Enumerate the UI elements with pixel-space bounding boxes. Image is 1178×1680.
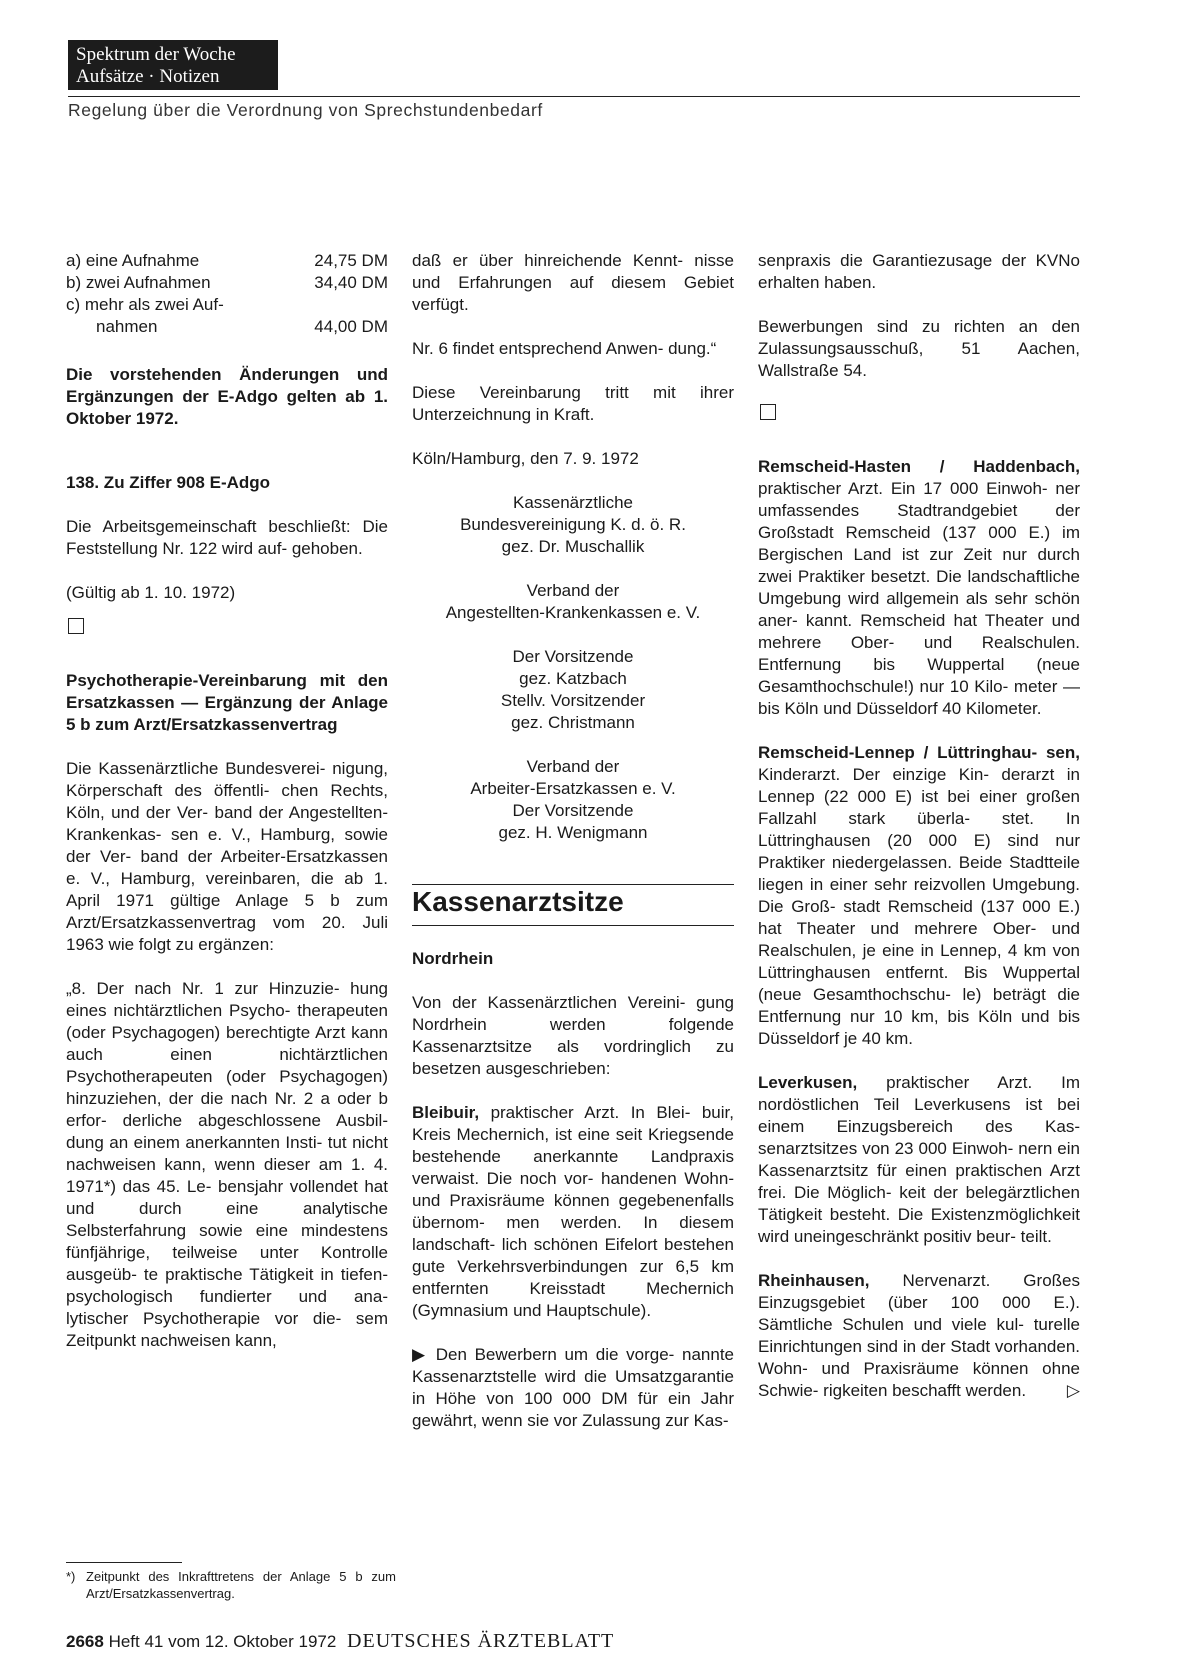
listing-place: Rheinhausen, <box>758 1271 870 1290</box>
footnote-text: Zeitpunkt des Inkrafttretens der Anlage 5 b zum Arzt/Ersatzkassenvertrag. <box>86 1569 396 1601</box>
listing <box>758 1270 1080 1402</box>
validity-note: (Gültig ab 1. 10. 1972) <box>66 583 236 602</box>
item-text: Die Arbeitsgemeinschaft beschließt: Die Feststellung Nr. 122 wird auf- gehoben. <box>66 517 388 558</box>
signature-block <box>412 756 734 844</box>
fee-row <box>66 316 388 338</box>
column-2 <box>412 250 734 1454</box>
signature-line: Verband der <box>526 757 620 776</box>
listing-text: praktischer Arzt. Im nordöstlichen Teil Leverkusens ist bei einem Einzugsbereich des Kas- senarztsitzes von 23 000 Einwoh- nern ein Kassenarztsitz für einen praktischen Arzt frei. Die Möglich- keit der belegärztlichen Tätigkeit besteht. Die Existenzmöglichkeit wird uneingeschränkt positiv beur- teilt. <box>758 1073 1080 1246</box>
listing-text: praktischer Arzt. Ein 17 000 Einwoh- ner umfassendes Stadtrandgebiet der Großstadt Remscheid (137 000 E.) im Bergischen Land ist zur Zeit nur durch zwei Praktiker besetzt. Die landschaftliche Umgebung wird allgemein als sehr schön aner- kannt. Remscheid hat Theater und mehrere Ober- und Realschulen. Entfernung bis Wuppertal (neue Gesamthochschule!) nur 10 Kilo- meter — bis Köln und Düsseldorf 40 Kilometer. <box>758 479 1080 718</box>
article-paragraph: daß er über hinreichende Kennt- nisse und Erfahrungen auf diesem Gebiet verfügt. <box>412 251 734 314</box>
listing-text: Nervenarzt. Großes Einzugsgebiet (über 100 000 E.). Sämtliche Schulen und viele kul- turelle Einrichtungen sind in der Stadt vorhanden. Wohn- und Praxisräume können ohne Schwie- rigkeiten beschafft werden. <box>758 1271 1080 1400</box>
section-label-line1: Spektrum der Woche <box>76 44 236 65</box>
guarantee-note <box>412 1344 734 1432</box>
footnote <box>66 1568 396 1602</box>
page-number: 2668 <box>66 1632 104 1651</box>
signature-line: Verband der <box>526 581 620 600</box>
fee-amount: 44,00 DM <box>314 317 388 336</box>
listing-place: Bleibuir, <box>412 1103 480 1122</box>
signature-line: Der Vorsitzende <box>512 647 634 666</box>
signature-block <box>412 646 734 734</box>
listing-text: Kinderarzt. Der einzige Kin- derarzt in Lennep (22 000 E) ist bei einer großen Fallzahl stark überla- stet. In Lüttringhausen (20 000 E) sind nur Praktiker niedergelassen. Beide Stadtteile liegen in einer sehr reizvollen Umgebung. Die Groß- stadt Remscheid (137 000 E.) hat Theater und mehrere Ober- und Realschulen, je eine in Lennep, 4 km von Lüttringhausen entfernt. Bis Wuppertal (neue Gesamthochschu- le) beträgt die Entfernung nur 10 km, bis Köln und bis Düsseldorf je 40 km. <box>758 765 1080 1048</box>
section-rule-bottom <box>412 925 734 926</box>
listing <box>412 1102 734 1322</box>
listing <box>758 1072 1080 1248</box>
end-marker-box <box>68 618 84 634</box>
signature-line: gez. Dr. Muschallik <box>501 537 645 556</box>
column-1 <box>66 250 388 1374</box>
fee-amount: 34,40 DM <box>314 273 388 292</box>
region-heading: Nordrhein <box>412 949 494 968</box>
fee-label: a) eine Aufnahme <box>66 251 200 270</box>
listing-place: Leverkusen, <box>758 1073 858 1092</box>
fee-row <box>66 250 388 272</box>
listing-text: praktischer Arzt. In Blei- buir, Kreis Mechernich, ist eine seit Kriegsende bestehende anerkannte Landpraxis verwaist. Die noch vor- handenen Wohn- und Praxisräume können gegebenenfalls übernom- men werden. In diesem landschaft- lich schönen Eifelort bestehen gute Verkehrsverbindungen zur 6,5 km entfernten Kreisstadt Mechernich (Gymnasium und Hauptschule). <box>412 1103 734 1320</box>
signature-block <box>412 580 734 624</box>
fee-label: c) mehr als zwei Auf- <box>66 295 224 314</box>
fee-row <box>66 272 388 294</box>
amendment-note: Die vorstehenden Änderungen und Ergänzungen der E-Adgo gelten ab 1. Oktober 1972. <box>66 365 388 428</box>
article-paragraph: Bewerbungen sind zu richten an den Zulassungsausschuß, 51 Aachen, Wallstraße 54. <box>758 317 1080 380</box>
listing <box>758 456 1080 720</box>
section-label-line2: Aufsätze · Notizen <box>76 66 220 87</box>
continue-arrow-icon: ▷ <box>1066 1381 1080 1400</box>
fee-row <box>66 294 388 316</box>
footnote-mark: *) <box>66 1569 76 1584</box>
article-paragraph: Von der Kassenärztlichen Vereini- gung Nordrhein werden folgende Kassenarztsitze als vordringlich zu besetzen ausgeschrieben: <box>412 993 734 1078</box>
fee-label: nahmen <box>96 317 158 336</box>
item-heading: 138. Zu Ziffer 908 E-Adgo <box>66 473 271 492</box>
fee-amount <box>285 294 388 316</box>
signature-block <box>412 492 734 558</box>
page-subtitle: Regelung über die Verordnung von Sprechstundenbedarf <box>68 100 543 120</box>
signature-line: Kassenärztliche <box>512 493 633 512</box>
issue-info: Heft 41 vom 12. Oktober 1972 <box>108 1632 337 1651</box>
date-line: Köln/Hamburg, den 7. 9. 1972 <box>412 449 639 468</box>
article-paragraph: Nr. 6 findet entsprechend Anwen- dung.“ <box>412 339 717 358</box>
article-heading: Psychotherapie-Vereinbarung mit den Ersatzkassen — Ergänzung der Anlage 5 b zum Arzt/Ersatzkassenvertrag <box>66 671 388 734</box>
signature-line: Arbeiter-Ersatzkassen e. V. <box>470 779 676 798</box>
triangle-right-icon: ▶ <box>412 1345 436 1364</box>
listing-place: Remscheid-Lennep / Lüttringhau- sen, <box>758 743 1080 762</box>
signature-line: gez. H. Wenigmann <box>498 823 648 842</box>
guarantee-text: Den Bewerbern um die vorge- nannte Kassenarztstelle wird die Umsatzgarantie in Höhe von 100 000 DM für ein Jahr gewährt, wenn sie vor Zulassung zur Kas- <box>412 1345 735 1430</box>
article-paragraph: Die Kassenärztliche Bundesverei- nigung, Körperschaft des öffentli- chen Rechts, Köln, und der Ver- band der Angestellten-Krankenkas- sen e. V., Hamburg, sowie der Ver- band der Arbeiter-Ersatzkassen e. V., Hamburg, vereinbaren, die ab 1. April 1971 gültige Anlage 5 b zum Arzt/Ersatzkassenvertrag vom 20. Juli 1963 wie folgt zu ergänzen: <box>66 759 388 954</box>
article-paragraph: „8. Der nach Nr. 1 zur Hinzuzie- hung eines nichtärztlichen Psycho- therapeuten (oder Psychagogen) berechtigte Arzt kann auch einen nichtärztlichen Psychotherapeuten (oder Psychagogen) hinzuziehen, der die nach Nr. 2 a oder b erfor- derliche abgeschlossene Ausbil- dung an einem anerkannten Insti- tut nicht nachweisen kann, wenn dieser am 1. 4. 1971*) das 45. Le- bensjahr vollendet hat und durch eine analytische Selbsterfahrung sowie eine mindestens fünfjährige, teilweise unter Kontrolle ausgeüb- te praktische Tätigkeit in tiefen- psychologisch fundierter und ana- lytischer Psychotherapie vor die- sem Zeitpunkt nachweisen kann, <box>66 979 388 1350</box>
page-footer <box>66 1630 614 1653</box>
article-paragraph: senpraxis die Garantiezusage der KVNo erhalten haben. <box>758 251 1080 292</box>
column-3 <box>758 250 1080 1424</box>
article-paragraph: Diese Vereinbarung tritt mit ihrer Unterzeichnung in Kraft. <box>412 383 734 424</box>
fee-label: b) zwei Aufnahmen <box>66 273 211 292</box>
end-marker-box <box>760 404 776 420</box>
signature-line: gez. Christmann <box>511 713 635 732</box>
footnote-rule <box>66 1562 182 1563</box>
signature-line: gez. Katzbach <box>519 669 627 688</box>
listing-place: Remscheid-Hasten / Haddenbach, <box>758 457 1080 476</box>
section-label-box <box>68 40 278 90</box>
signature-line: Bundesvereinigung K. d. ö. R. <box>460 515 686 534</box>
fee-table <box>66 250 388 338</box>
section-title: Kassenarztsitze <box>412 886 624 917</box>
signature-line: Der Vorsitzende <box>512 801 634 820</box>
magazine-name: DEUTSCHES ÄRZTEBLATT <box>347 1630 615 1652</box>
header-rule <box>68 96 1080 97</box>
fee-amount: 24,75 DM <box>314 251 388 270</box>
listing <box>758 742 1080 1050</box>
signature-line: Angestellten-Krankenkassen e. V. <box>445 603 701 622</box>
signature-line: Stellv. Vorsitzender <box>500 691 646 710</box>
